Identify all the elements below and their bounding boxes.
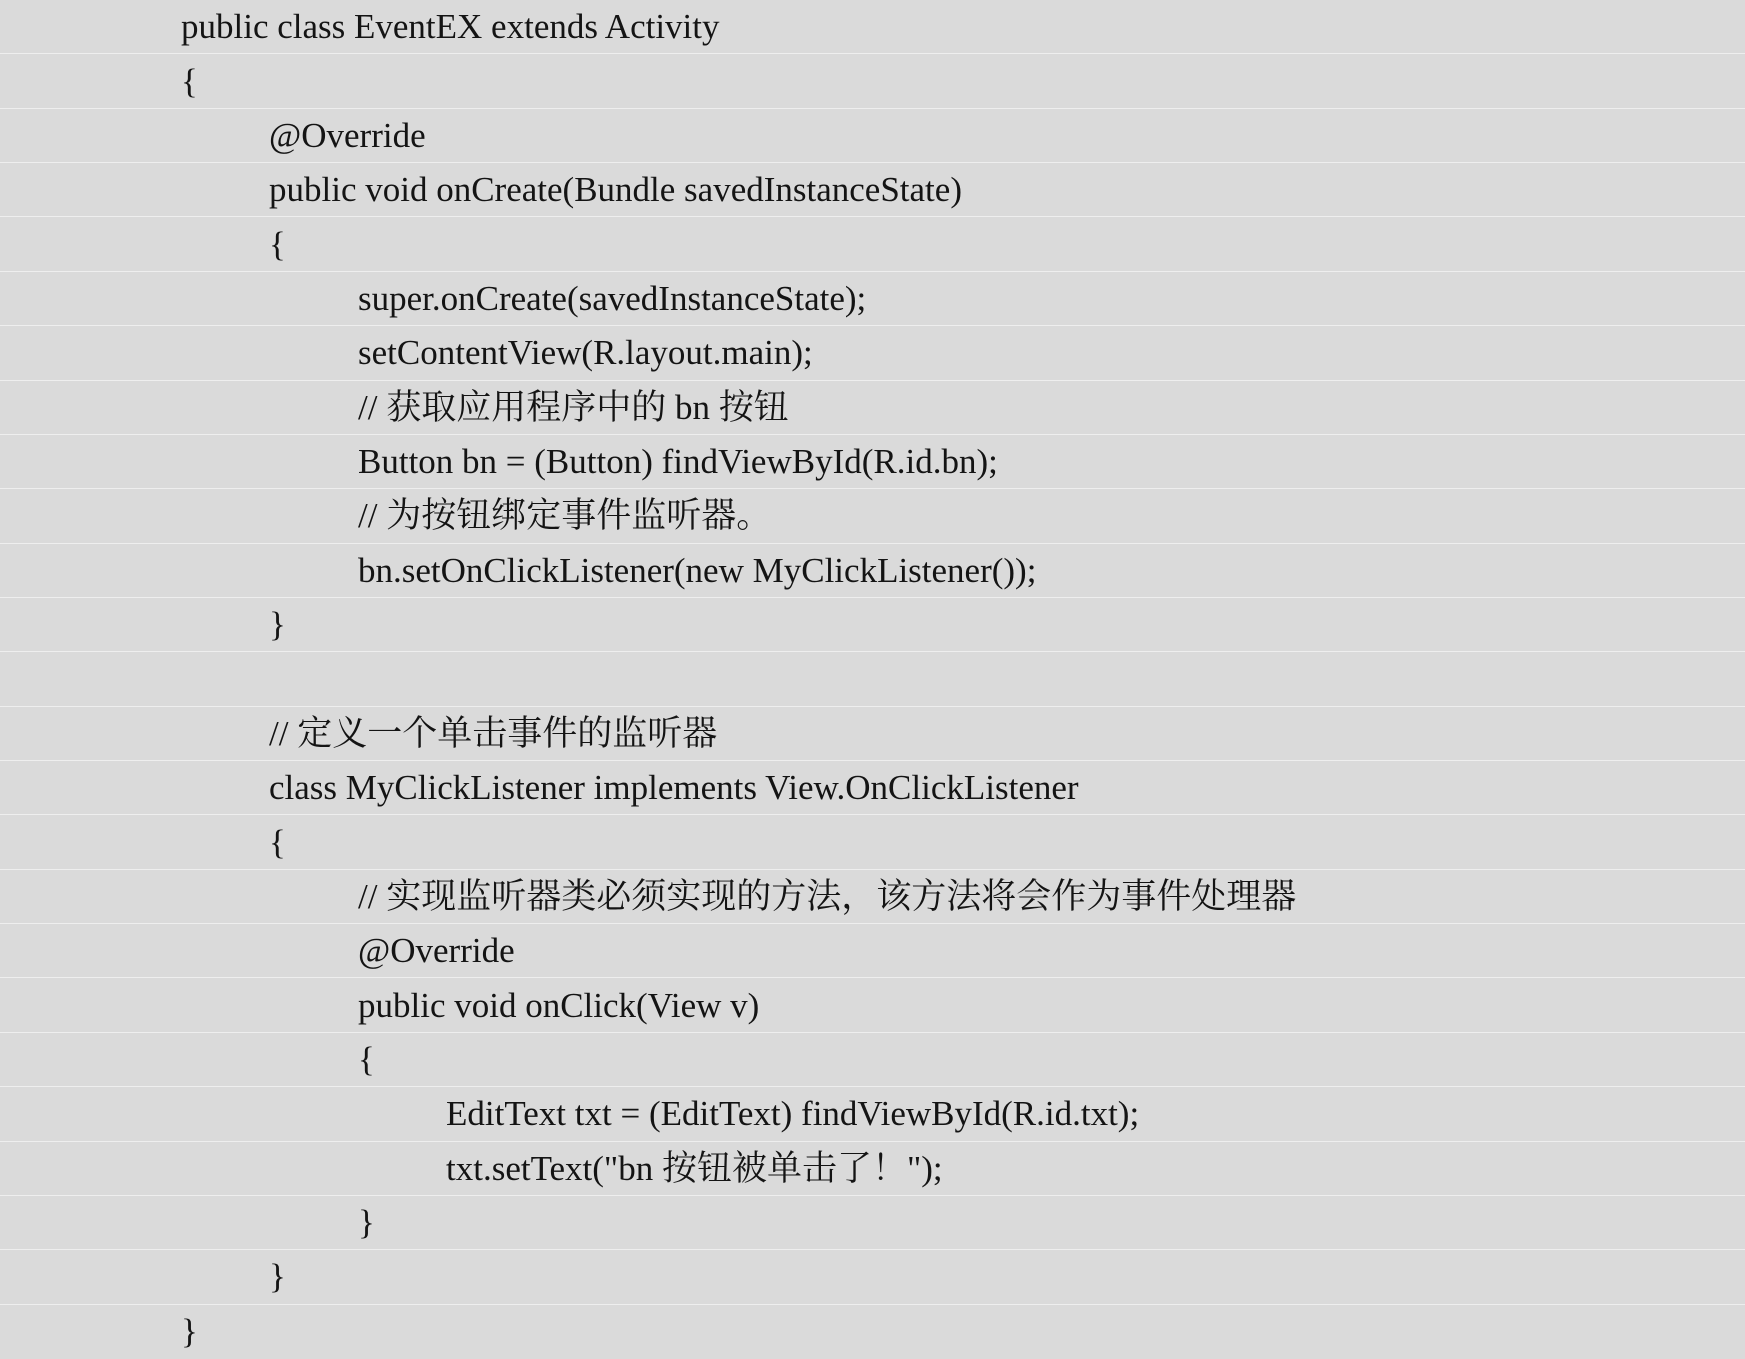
code-line: [0, 924, 1745, 978]
code-line: [0, 326, 1745, 380]
code-comment: // 获取应用程序中的 bn 按钮: [358, 387, 789, 427]
code-text: {: [358, 1040, 375, 1079]
code-comment: // 实现监听器类必须实现的方法，该方法将会作为事件处理器: [358, 876, 1297, 916]
code-line: [0, 1142, 1745, 1196]
code-text: }: [269, 605, 286, 645]
code-text: bn.setOnClickListener(new MyClickListener());: [358, 550, 1037, 590]
code-line: [0, 217, 1745, 271]
code-text: {: [269, 822, 286, 862]
code-text: public void onCreate(Bundle savedInstanceState): [269, 170, 962, 210]
code-line: [0, 1250, 1745, 1304]
code-text: }: [269, 1257, 286, 1297]
code-line: [0, 1196, 1745, 1250]
code-comment: // 定义一个单击事件的监听器: [269, 713, 718, 753]
code-line: [0, 544, 1745, 598]
code-line: [0, 761, 1745, 815]
code-comment-line: [0, 489, 1745, 543]
code-comment-line: [0, 381, 1745, 435]
code-text: class MyClickListener implements View.OnClickListener: [269, 768, 1079, 808]
code-line: [0, 1033, 1745, 1087]
code-text: txt.setText("bn 按钮被单击了！");: [446, 1148, 943, 1188]
code-text: }: [358, 1203, 375, 1243]
code-line: [0, 0, 1745, 54]
code-text: @Override: [269, 115, 426, 155]
code-text: @Override: [358, 931, 515, 971]
code-comment-line: [0, 870, 1745, 924]
code-text: EditText txt = (EditText) findViewById(R.id.txt);: [446, 1094, 1140, 1134]
code-line: [0, 163, 1745, 217]
code-line: [0, 435, 1745, 489]
code-text: {: [269, 224, 286, 264]
code-text: super.onCreate(savedInstanceState);: [358, 278, 867, 318]
code-text: public class EventEX extends Activity: [181, 7, 720, 47]
code-comment-line: [0, 707, 1745, 761]
code-text: Button bn = (Button) findViewById(R.id.bn);: [358, 442, 998, 482]
code-line: [0, 109, 1745, 163]
code-line: [0, 272, 1745, 326]
code-text: setContentView(R.layout.main);: [358, 333, 813, 373]
code-text: public void onClick(View v): [358, 985, 760, 1025]
code-text: {: [181, 61, 198, 101]
code-comment: // 为按钮绑定事件监听器。: [358, 496, 772, 536]
code-line: [0, 815, 1745, 869]
code-text: }: [181, 1312, 198, 1352]
code-line: [0, 1087, 1745, 1141]
code-line: [0, 54, 1745, 108]
code-blank-line: [0, 652, 1745, 706]
code-line: [0, 598, 1745, 652]
code-line: [0, 1305, 1745, 1359]
code-line: [0, 978, 1745, 1032]
